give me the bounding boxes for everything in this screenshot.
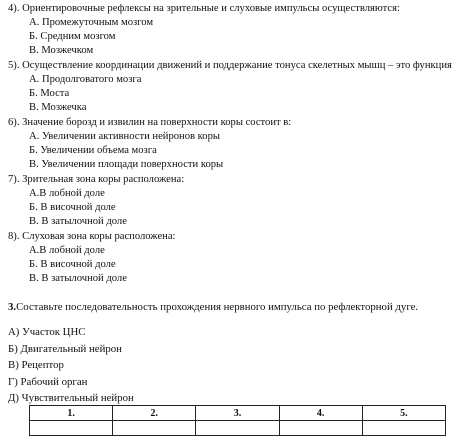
sequence-item-b: Б) Двигательный нейрон xyxy=(8,343,122,355)
answer-header-5: 5. xyxy=(362,406,445,421)
question-6-option-c: В. Увеличении площади поверхности коры xyxy=(29,159,224,170)
answer-header-3: 3. xyxy=(196,406,279,421)
sequence-item-e: Д) Чувствительный нейрон xyxy=(8,392,134,404)
question-5-option-c: В. Мозжечка xyxy=(29,102,87,113)
task-3-heading xyxy=(8,300,418,314)
answer-cell-5[interactable] xyxy=(362,421,445,436)
question-4-option-b: Б. Средним мозгом xyxy=(29,31,116,42)
task-3-text: Составьте последовательность прохождения нервного импульса по рефлекторной дуге. xyxy=(16,301,419,313)
sequence-item-c: В) Рецептор xyxy=(8,359,64,371)
question-7-option-b: Б. В височной доле xyxy=(29,202,116,213)
answer-cell-1[interactable] xyxy=(30,421,113,436)
question-4-text: 4). Ориентировочные рефлексы на зрительные и слуховые импульсы осуществляются: xyxy=(8,3,400,14)
question-4-option-c: В. Мозжечком xyxy=(29,45,94,56)
question-5-text: 5). Осуществление координации движений и поддержание тонуса скелетных мышц – это функция xyxy=(8,60,452,71)
sequence-item-a: А) Участок ЦНС xyxy=(8,326,86,338)
task-3-number: 3. xyxy=(8,301,17,313)
answer-cell-2[interactable] xyxy=(113,421,196,436)
answer-header-4: 4. xyxy=(279,406,362,421)
question-6-option-a: А. Увеличении активности нейронов коры xyxy=(29,131,220,142)
sequence-item-d: Г) Рабочий орган xyxy=(8,376,88,388)
question-8-option-a: А.В лобной доле xyxy=(29,245,105,256)
question-7-text: 7). Зрительная зона коры расположена: xyxy=(8,174,185,185)
question-8-option-b: Б. В височной доле xyxy=(29,259,116,270)
question-7-option-a: А.В лобной доле xyxy=(29,188,105,199)
answer-table xyxy=(29,405,446,436)
answer-cell-4[interactable] xyxy=(279,421,362,436)
answer-header-1: 1. xyxy=(30,406,113,421)
question-6-option-b: Б. Увеличении объема мозга xyxy=(29,145,157,156)
question-8-option-c: В. В затылочной доле xyxy=(29,273,127,284)
question-4-option-a: А. Промежуточным мозгом xyxy=(29,17,154,28)
question-6-text: 6). Значение борозд и извилин на поверхности коры состоит в: xyxy=(8,117,292,128)
answer-header-2: 2. xyxy=(113,406,196,421)
question-7-option-c: В. В затылочной доле xyxy=(29,216,127,227)
answer-cell-3[interactable] xyxy=(196,421,279,436)
question-5-option-a: А. Продолговатого мозга xyxy=(29,74,142,85)
answer-table-header-row xyxy=(30,406,446,421)
answer-table-input-row xyxy=(30,421,446,436)
question-5-option-b: Б. Моста xyxy=(29,88,70,99)
question-8-text: 8). Слуховая зона коры расположена: xyxy=(8,231,176,242)
